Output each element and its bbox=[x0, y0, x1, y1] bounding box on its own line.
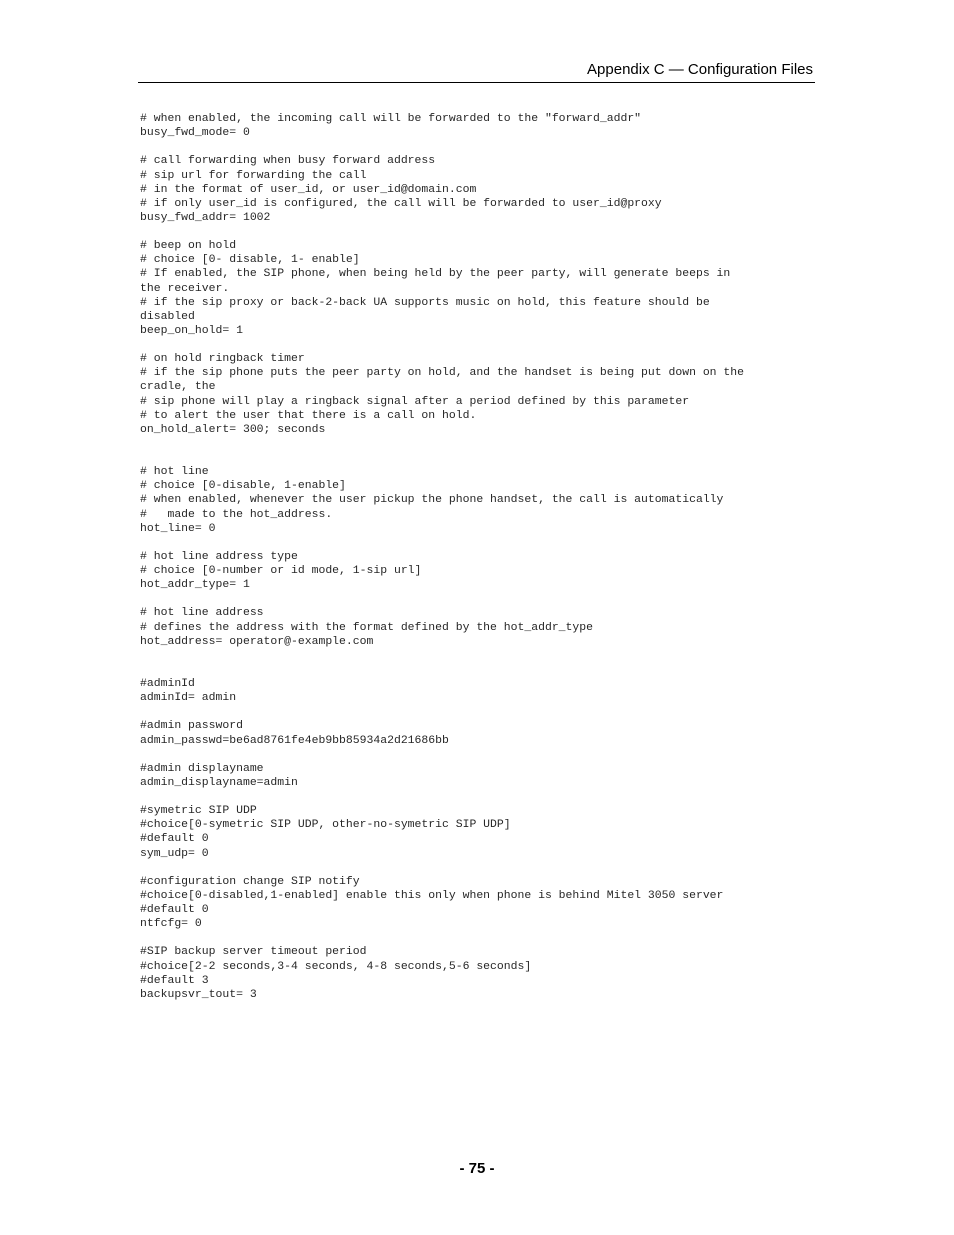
config-line: #default 3 bbox=[140, 973, 209, 987]
config-line: #adminId bbox=[140, 677, 195, 690]
config-line: # choice [0- disable, 1- enable] bbox=[140, 253, 360, 267]
config-line: disabled bbox=[140, 309, 195, 323]
blank-line bbox=[140, 748, 820, 762]
config-line: #configuration change SIP notify bbox=[140, 874, 360, 888]
page-header bbox=[138, 61, 815, 83]
config-line: # hot line address bbox=[140, 606, 264, 620]
config-line: admin_passwd=be6ad8761fe4eb9bb85934a2d21686bb bbox=[140, 733, 449, 747]
config-line: #choice[0-symetric SIP UDP, other-no-symetric SIP UDP] bbox=[140, 818, 511, 832]
config-line: # when enabled, whenever the user pickup the phone handset, the call is automatically bbox=[140, 493, 724, 507]
config-file-listing bbox=[140, 112, 820, 1002]
config-line: hot_address= operator@-example.com bbox=[140, 634, 374, 648]
config-line: #choice[2-2 seconds,3-4 seconds, 4-8 seconds,5-6 seconds] bbox=[140, 959, 532, 973]
page-number: - 75 - bbox=[459, 1160, 495, 1177]
config-line: admin_displayname=admin bbox=[140, 775, 298, 789]
config-line: # to alert the user that there is a call on hold. bbox=[140, 408, 477, 422]
header-title: Appendix C — Configuration Files bbox=[587, 61, 813, 78]
blank-line bbox=[140, 451, 820, 465]
config-line: # if only user_id is configured, the call will be forwarded to user_id@proxy bbox=[140, 196, 662, 210]
config-line: # defines the address with the format defined by the hot_addr_type bbox=[140, 620, 593, 634]
config-line: # sip url for forwarding the call bbox=[140, 168, 367, 182]
config-line: #admin password bbox=[140, 719, 243, 733]
config-line: ntfcfg= 0 bbox=[140, 917, 202, 931]
config-line: on_hold_alert= 300; seconds bbox=[140, 422, 326, 436]
config-line: #admin displayname bbox=[140, 761, 264, 775]
config-line: #default 0 bbox=[140, 832, 209, 846]
blank-line bbox=[140, 536, 820, 550]
blank-line bbox=[140, 225, 820, 239]
config-line: busy_fwd_addr= 1002 bbox=[140, 210, 271, 224]
config-line: # choice [0-disable, 1-enable] bbox=[140, 479, 346, 493]
config-line: #default 0 bbox=[140, 903, 209, 916]
config-line: # if the sip phone puts the peer party on hold, and the handset is being put down on the bbox=[140, 366, 744, 380]
config-line: #SIP backup server timeout period bbox=[140, 945, 367, 959]
blank-line bbox=[140, 705, 820, 719]
blank-line bbox=[140, 790, 820, 804]
config-line: hot_line= 0 bbox=[140, 521, 216, 535]
config-line: # on hold ringback timer bbox=[140, 352, 305, 366]
config-line: # hot line address type bbox=[140, 549, 298, 563]
config-line: hot_addr_type= 1 bbox=[140, 578, 250, 592]
config-line: #choice[0-disabled,1-enabled] enable this only when phone is behind Mitel 3050 server bbox=[140, 888, 724, 902]
blank-line bbox=[140, 140, 820, 154]
blank-line bbox=[140, 663, 820, 677]
config-line: # If enabled, the SIP phone, when being held by the peer party, will generate beeps in bbox=[140, 267, 731, 281]
config-line: beep_on_hold= 1 bbox=[140, 323, 243, 337]
config-line: # in the format of user_id, or user_id@domain.com bbox=[140, 182, 477, 196]
blank-line bbox=[140, 931, 820, 945]
config-line: # made to the hot_address. bbox=[140, 507, 333, 521]
config-line: #symetric SIP UDP bbox=[140, 804, 257, 818]
config-line: # if the sip proxy or back-2-back UA supports music on hold, this feature should be bbox=[140, 295, 710, 309]
blank-line bbox=[140, 437, 820, 451]
config-line: the receiver. bbox=[140, 281, 230, 295]
config-line: backupsvr_tout= 3 bbox=[140, 987, 257, 1001]
config-line: adminId= admin bbox=[140, 691, 237, 705]
config-line: # when enabled, the incoming call will be forwarded to the "forward_addr" bbox=[140, 112, 642, 125]
blank-line bbox=[140, 338, 820, 352]
blank-line bbox=[140, 592, 820, 606]
config-line: cradle, the bbox=[140, 380, 216, 394]
config-line: # beep on hold bbox=[140, 239, 237, 253]
config-line: # call forwarding when busy forward address bbox=[140, 154, 436, 168]
blank-line bbox=[140, 649, 820, 663]
config-line: # choice [0-number or id mode, 1-sip url] bbox=[140, 564, 422, 577]
config-line: # hot line bbox=[140, 465, 209, 479]
config-line: # sip phone will play a ringback signal after a period defined by this parameter bbox=[140, 394, 690, 408]
blank-line bbox=[140, 861, 820, 875]
config-line: busy_fwd_mode= 0 bbox=[140, 126, 250, 140]
config-line: sym_udp= 0 bbox=[140, 846, 209, 860]
